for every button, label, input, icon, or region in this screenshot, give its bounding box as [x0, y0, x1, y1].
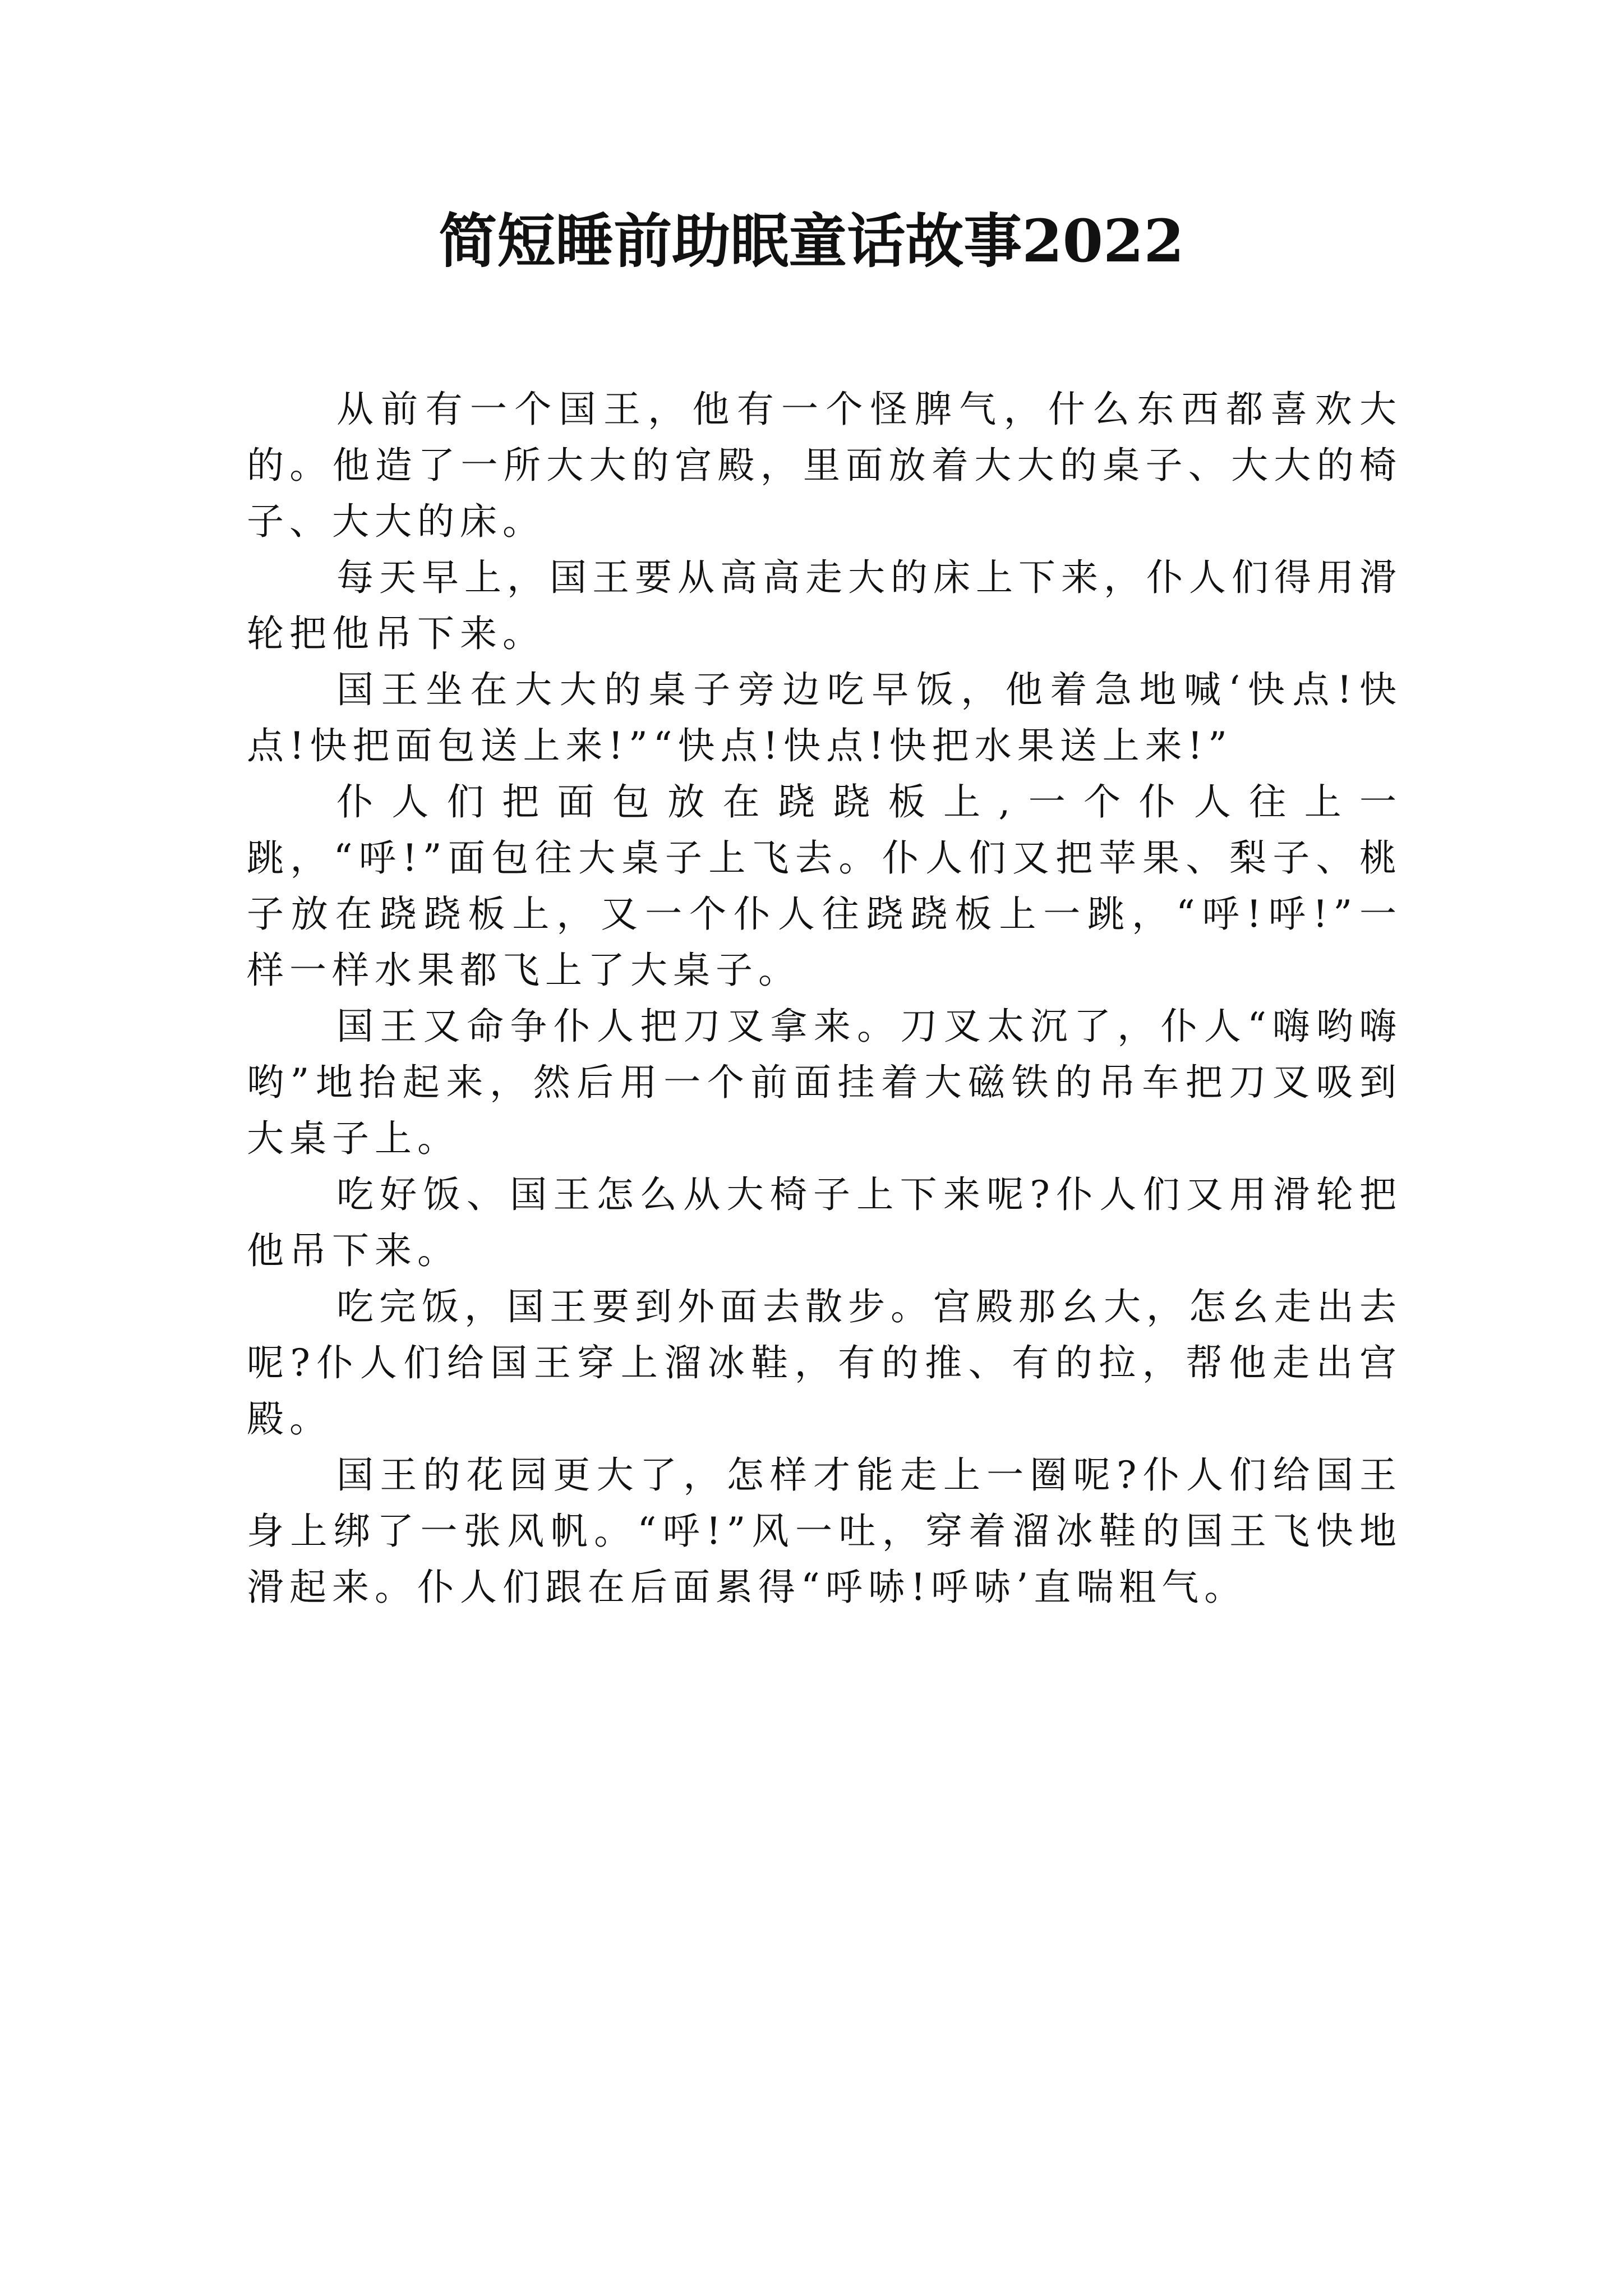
- paragraph: 每天早上，国王要从高高走大的床上下来，仆人们得用滑轮把他吊下来。: [247, 556, 1402, 655]
- document-body: [247, 381, 1402, 1616]
- paragraph: 吃完饭，国王要到外面去散步。宫殿那幺大，怎幺走出去呢?仆人们给国王穿上溜冰鞋，有的推、有的拉，帮他走出宫殿。: [247, 1285, 1402, 1441]
- paragraph: 国王又命争仆人把刀叉拿来。刀叉太沉了，仆人“嗨哟嗨哟”地抬起来，然后用一个前面挂着大磁铁的吊车把刀叉吸到大桌子上。: [247, 1005, 1402, 1160]
- paragraph: 国王坐在大大的桌子旁边吃早饭，他着急地喊‘快点!快点!快把面包送上来!”“快点!快点!快把水果送上来!”: [247, 668, 1402, 767]
- document-title: 简短睡前助眠童话故事2022: [439, 206, 1184, 275]
- paragraph: 仆人们把面包放在跷跷板上,一个仆人往上一跳，“呼!”面包往大桌子上飞去。仆人们又把苹果、梨子、桃子放在跷跷板上，又一个仆人往跷跷板上一跳，“呼!呼!”一样一样水果都飞上了大桌子。: [247, 780, 1402, 992]
- paragraph: 从前有一个国王，他有一个怪脾气，什么东西都喜欢大的。他造了一所大大的宫殿，里面放着大大的桌子、大大的椅子、大大的床。: [247, 388, 1402, 543]
- paragraph: 国王的花园更大了，怎样才能走上一圈呢?仆人们给国王身上绑了一张风帆。“呼!”风一吐，穿着溜冰鞋的国王飞快地滑起来。仆人们跟在后面累得“呼哧!呼哧’直喘粗气。: [247, 1453, 1402, 1609]
- paragraph: 吃好饭、国王怎么从大椅子上下来呢?仆人们又用滑轮把他吊下来。: [247, 1173, 1402, 1272]
